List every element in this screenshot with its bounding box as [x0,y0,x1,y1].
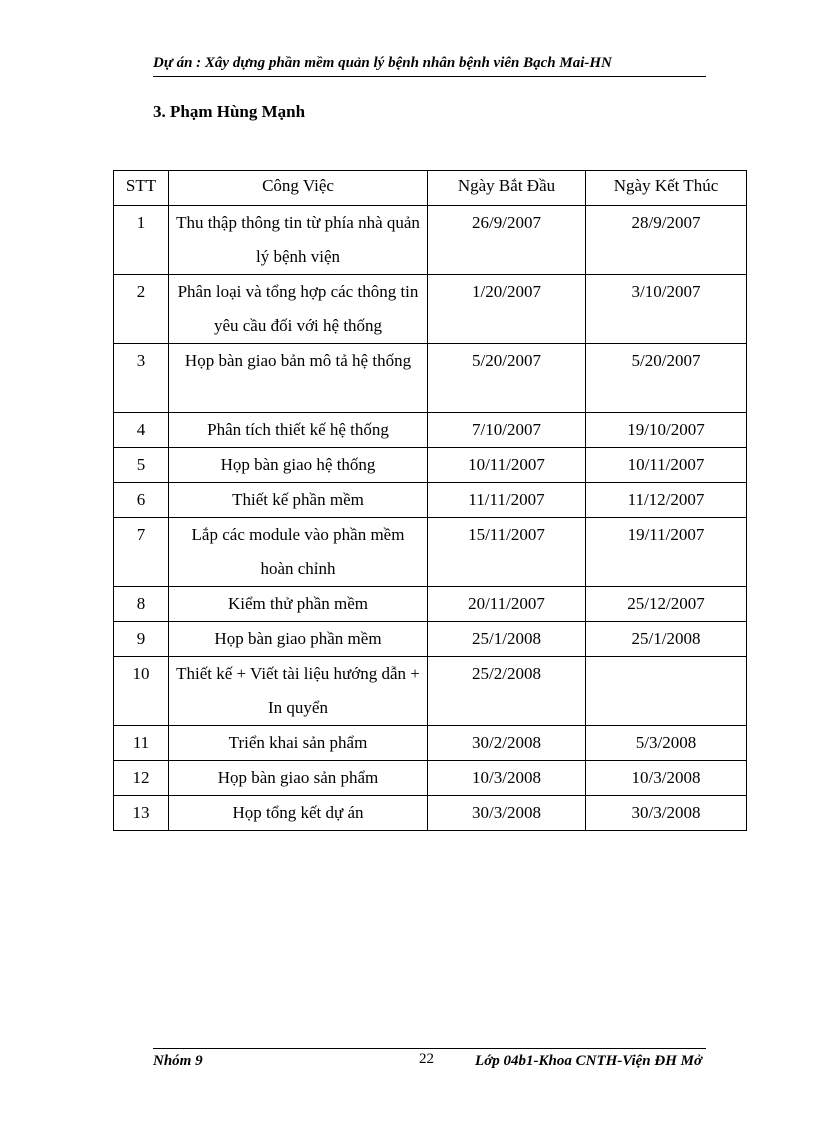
table-row [114,622,747,657]
cell-stt: 6 [114,483,169,518]
cell-stt: 5 [114,448,169,483]
cell-end-date: 30/3/2008 [586,796,747,831]
cell-task: Triển khai sản phẩm [169,726,428,761]
cell-stt: 11 [114,726,169,761]
table-header-row [114,171,747,206]
cell-end-date: 10/3/2008 [586,761,747,796]
table-row [114,657,747,726]
cell-start-date: 7/10/2007 [428,413,586,448]
cell-start-date: 11/11/2007 [428,483,586,518]
table-row [114,518,747,587]
page-footer [153,1048,706,1075]
cell-end-date: 19/10/2007 [586,413,747,448]
cell-end-date: 10/11/2007 [586,448,747,483]
cell-stt: 1 [114,206,169,275]
cell-task: Họp bàn giao bản mô tả hệ thống [169,344,428,413]
cell-start-date: 15/11/2007 [428,518,586,587]
cell-task: Phân loại và tổng hợp các thông tin yêu cầu đối với hệ thống [169,275,428,344]
cell-start-date: 25/2/2008 [428,657,586,726]
cell-start-date: 10/11/2007 [428,448,586,483]
table-row [114,587,747,622]
cell-end-date: 5/3/2008 [586,726,747,761]
cell-task: Lắp các module vào phần mềm hoàn chỉnh [169,518,428,587]
cell-start-date: 26/9/2007 [428,206,586,275]
cell-end-date: 28/9/2007 [586,206,747,275]
cell-task: Họp bàn giao hệ thống [169,448,428,483]
cell-stt: 3 [114,344,169,413]
cell-start-date: 25/1/2008 [428,622,586,657]
cell-start-date: 30/3/2008 [428,796,586,831]
task-schedule-table [113,170,747,831]
cell-stt: 7 [114,518,169,587]
cell-task: Thiết kế phần mềm [169,483,428,518]
cell-end-date: 19/11/2007 [586,518,747,587]
page-number: 22 [419,1051,434,1067]
cell-stt: 4 [114,413,169,448]
cell-stt: 10 [114,657,169,726]
table-row [114,206,747,275]
cell-end-date: 11/12/2007 [586,483,747,518]
cell-end-date: 25/12/2007 [586,587,747,622]
column-header-stt: STT [114,171,169,206]
table-row [114,413,747,448]
cell-start-date: 10/3/2008 [428,761,586,796]
footer-group-name: Nhóm 9 [153,1053,203,1069]
cell-start-date: 20/11/2007 [428,587,586,622]
cell-task: Phân tích thiết kế hệ thống [169,413,428,448]
cell-stt: 8 [114,587,169,622]
page-header: Dự án : Xây dựng phần mềm quản lý bệnh nhân bệnh viên Bạch Mai-HN [153,50,706,77]
cell-task: Họp bàn giao phần mềm [169,622,428,657]
cell-end-date: 25/1/2008 [586,622,747,657]
cell-end-date: 5/20/2007 [586,344,747,413]
cell-task: Kiểm thử phần mềm [169,587,428,622]
cell-task: Thu thập thông tin từ phía nhà quản lý bệnh viện [169,206,428,275]
table-row [114,483,747,518]
table-row [114,726,747,761]
column-header-task: Công Việc [169,171,428,206]
cell-stt: 9 [114,622,169,657]
column-header-start-date: Ngày Bắt Đầu [428,171,586,206]
table-row [114,344,747,413]
cell-task: Thiết kế + Viết tài liệu hướng dẫn + In quyển [169,657,428,726]
cell-end-date: 3/10/2007 [586,275,747,344]
cell-stt: 13 [114,796,169,831]
cell-start-date: 5/20/2007 [428,344,586,413]
table-row [114,761,747,796]
cell-start-date: 30/2/2008 [428,726,586,761]
cell-start-date: 1/20/2007 [428,275,586,344]
table-row [114,275,747,344]
section-title: 3. Phạm Hùng Mạnh [153,102,306,121]
cell-task: Họp bàn giao sản phẩm [169,761,428,796]
footer-class-info: Lớp 04b1-Khoa CNTH-Viện ĐH Mở [475,1053,702,1069]
table-row [114,796,747,831]
column-header-end-date: Ngày Kết Thúc [586,171,747,206]
cell-task: Họp tổng kết dự án [169,796,428,831]
table-row [114,448,747,483]
cell-end-date [586,657,747,726]
cell-stt: 12 [114,761,169,796]
cell-stt: 2 [114,275,169,344]
